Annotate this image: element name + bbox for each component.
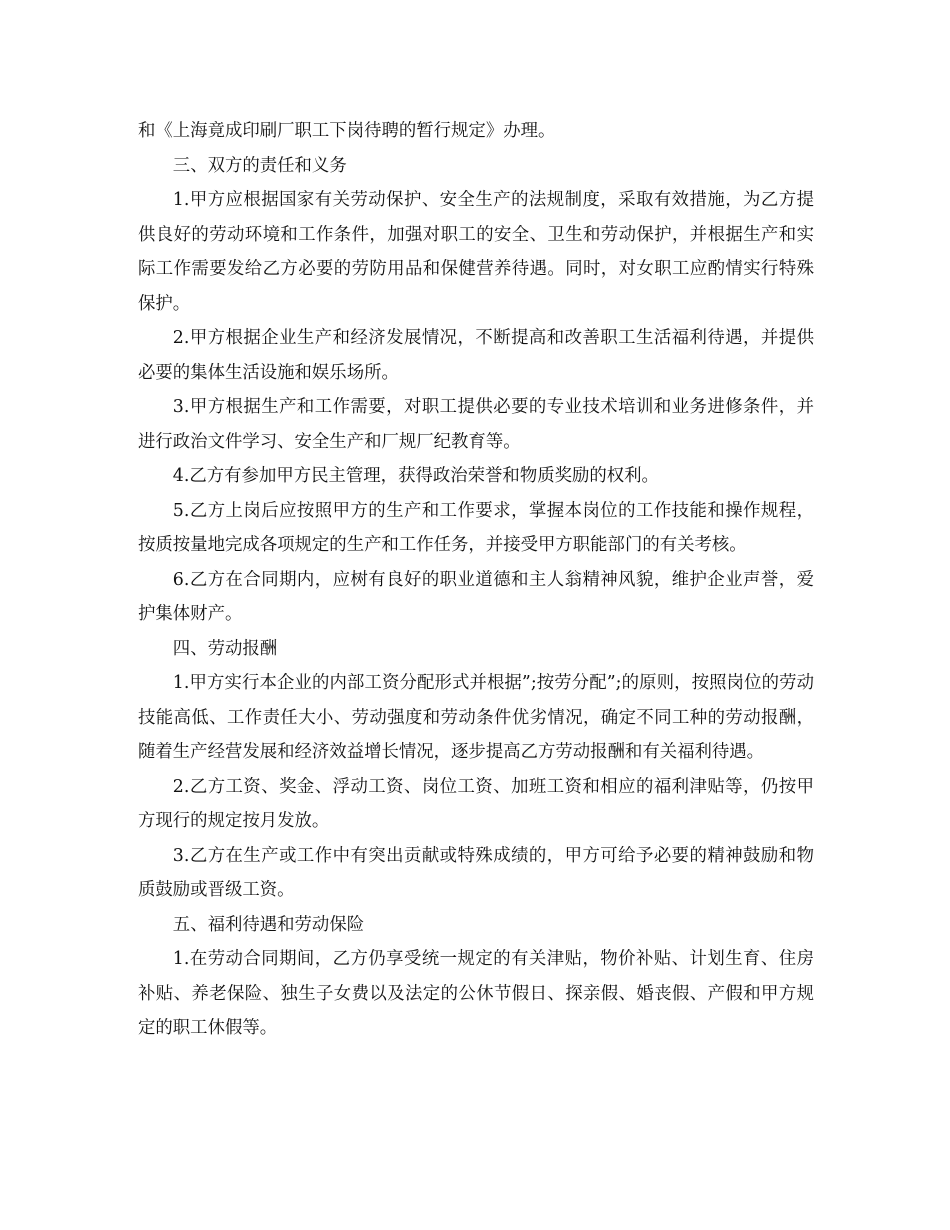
clause-3-6: 6.乙方在合同期内，应树有良好的职业道德和主人翁精神风貌，维护企业声誉，爱护集体财产。 xyxy=(138,569,814,624)
document-body xyxy=(138,114,814,1046)
clause-4-3: 3.乙方在生产或工作中有突出贡献或特殊成绩的，甲方可给予必要的精神鼓励和物质鼓励或晋级工资。 xyxy=(138,845,814,900)
clause-3-1: 1.甲方应根据国家有关劳动保护、安全生产的法规制度，采取有效措施，为乙方提供良好的劳动环境和工作条件，加强对职工的安全、卫生和劳动保护，并根据生产和实际工作需要发给乙方必要的劳防用品和保健营养待遇。同时，对女职工应酌情实行特殊保护。 xyxy=(138,190,814,314)
paragraph-continuation: 和《上海竟成印刷厂职工下岗待聘的暂行规定》办理。 xyxy=(138,121,556,141)
clause-3-3: 3.甲方根据生产和工作需要，对职工提供必要的专业技术培训和业务进修条件，并进行政治文件学习、安全生产和厂规厂纪教育等。 xyxy=(138,397,814,452)
clause-4-1: 1.甲方实行本企业的内部工资分配形式并根据”;按劳分配”;的原则，按照岗位的劳动技能高低、工作责任大小、劳动强度和劳动条件优劣情况，确定不同工种的劳动报酬，随着生产经营发展和经济效益增长情况，逐步提高乙方劳动报酬和有关福利待遇。 xyxy=(138,673,814,762)
clause-3-2: 2.甲方根据企业生产和经济发展情况，不断提高和改善职工生活福利待遇，并提供必要的集体生活设施和娱乐场所。 xyxy=(138,328,814,383)
clause-3-4: 4.乙方有参加甲方民主管理，获得政治荣誉和物质奖励的权利。 xyxy=(172,466,659,486)
section-heading-remuneration: 四、劳动报酬 xyxy=(172,638,278,659)
section-heading-welfare: 五、福利待遇和劳动保险 xyxy=(172,914,365,935)
clause-3-5: 5.乙方上岗后应按照甲方的生产和工作要求，掌握本岗位的工作技能和操作规程，按质按量地完成各项规定的生产和工作任务，并接受甲方职能部门的有关考核。 xyxy=(138,500,814,555)
clause-5-1: 1.在劳动合同期间，乙方仍享受统一规定的有关津贴，物价补贴、计划生育、住房补贴、养老保险、独生子女费以及法定的公休节假日、探亲假、婚丧假、产假和甲方规定的职工休假等。 xyxy=(138,949,814,1038)
clause-4-2: 2.乙方工资、奖金、浮动工资、岗位工资、加班工资和相应的福利津贴等，仍按甲方现行的规定按月发放。 xyxy=(138,776,814,831)
section-heading-responsibilities: 三、双方的责任和义务 xyxy=(172,155,347,176)
